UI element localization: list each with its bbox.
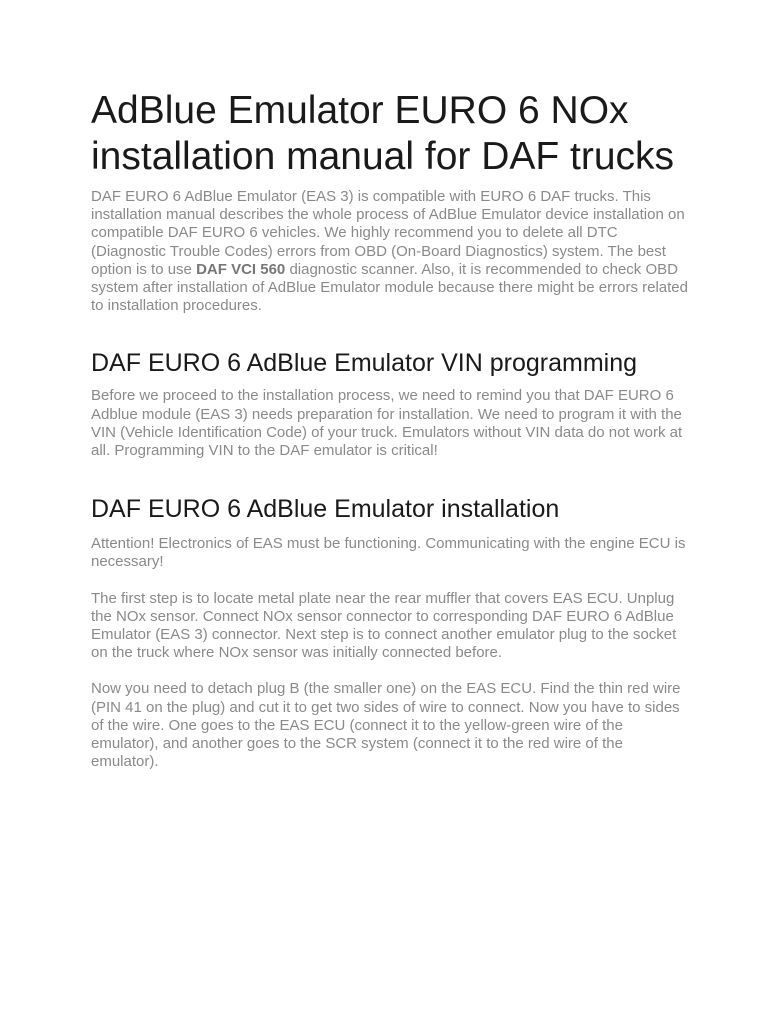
intro-paragraph [91,188,691,315]
attention-paragraph: Attention! Electronics of EAS must be functioning. Communicating with the engine ECU is necessary! [91,535,686,571]
step-one-paragraph: The first step is to locate metal plate near the rear muffler that covers EAS ECU. Unplug the NOx sensor. Connect NOx sensor connector to corresponding DAF EURO 6 AdBlue Emulator (EAS 3) connector. Next step is to connect another emulator plug to the socket on the truck where NOx sensor was initially connected before. [91,589,677,662]
intro-text-after: diagnostic scanner. Also, it is recommended to check OBD system after installation of AdBlue Emulator module because there might be errors related to installation procedures. [91,260,688,315]
vin-section-paragraph: Before we proceed to the installation process, we need to remind you that DAF EURO 6 Adblue module (EAS 3) needs preparation for installation. We need to program it with the VIN (Vehicle Identification Code) of your truck. Emulators without VIN data do not work at all. Programming VIN to the DAF emulator is critical! [91,387,683,460]
scanner-name: DAF VCI 560 [196,260,286,278]
step-two-paragraph: Now you need to detach plug B (the smaller one) on the EAS ECU. Find the thin red wire (PIN 41 on the plug) and cut it to get two sides of wire to connect. Now you have to sides of the wire. One goes to the EAS ECU (connect it to the yellow-green wire of the emulator), and another goes to the SCR system (connect it to the red wire of the emulator). [91,680,681,771]
document-title: AdBlue Emulator EURO 6 NOx installation manual for DAF trucks [91,89,675,178]
document-page [91,88,691,771]
vin-section-heading: DAF EURO 6 AdBlue Emulator VIN programming [91,349,638,378]
intro-text-before: DAF EURO 6 AdBlue Emulator (EAS 3) is compatible with EURO 6 DAF trucks. This installation manual describes the whole process of AdBlue Emulator device installation on compatible DAF EURO 6 vehicles. We highly recommend you to delete all DTC (Diagnostic Trouble Codes) errors from OBD (On-Board Diagnostics) system. The best option is to use [91,188,685,278]
installation-section-heading: DAF EURO 6 AdBlue Emulator installation [91,495,560,524]
